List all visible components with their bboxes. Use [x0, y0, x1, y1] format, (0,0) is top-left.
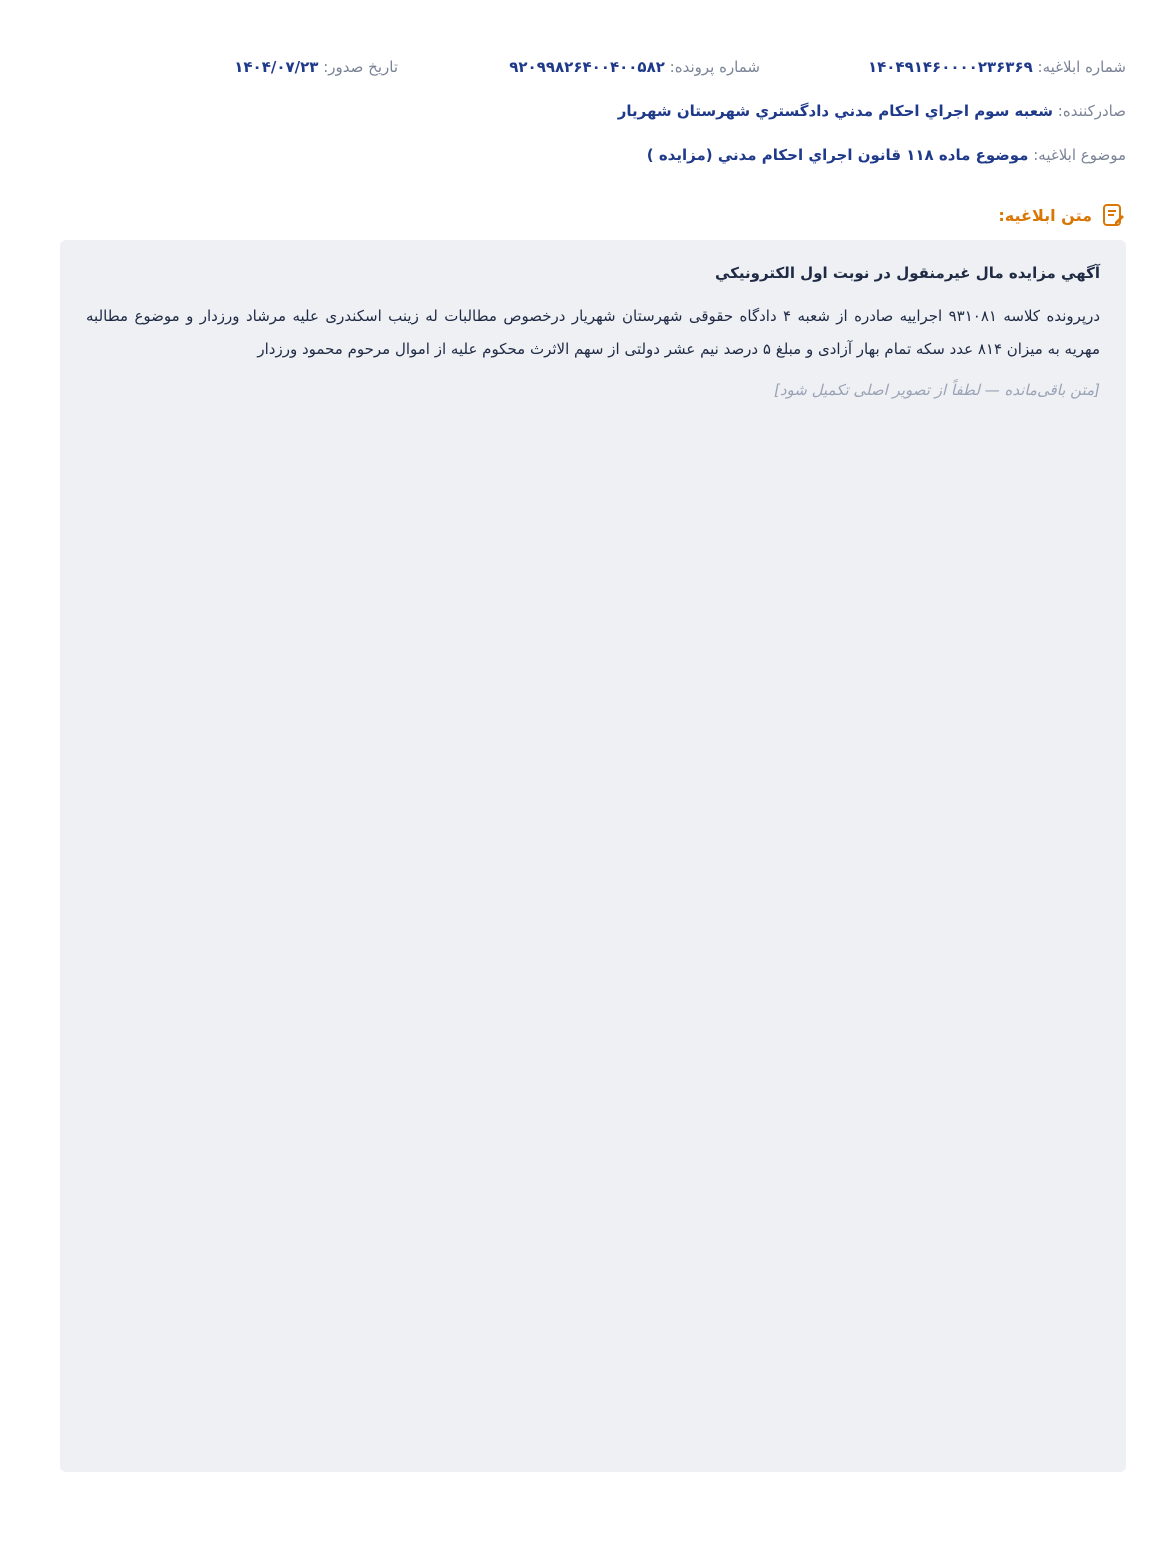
subject-value: موضوع ماده ۱۱۸ قانون اجراي احکام مدني (مزايده ) — [646, 146, 1029, 164]
issuer-line — [618, 102, 1126, 120]
issue-date-field — [234, 58, 398, 76]
document-edit-icon — [1100, 202, 1126, 228]
notice-paragraph: [متن باقی‌مانده — لطفاً از تصویر اصلی تکمیل شود] — [774, 381, 1100, 399]
notice-section-heading — [998, 202, 1126, 228]
notice-paragraph: درپرونده کلاسه ۹۳۱۰۸۱ اجراییه صادره از شعبه ۴ دادگاه حقوقی شهرستان شهریار درخصوص مطالبات له زینب اسکندری علیه مرشاد ورزدار و موضوع مطالبه مهریه به میزان ۸۱۴ عدد سکه تمام بهار آزادی و مبلغ ۵ درصد نیم عشر دولتی از سهم الاثرث محکوم علیه از اموال مرحوم محمود ورزدار — [86, 307, 1101, 358]
issuer-label: صادرکننده: — [1057, 102, 1126, 120]
file-number-value: ۹۲۰۹۹۸۲۶۴۰۰۴۰۰۵۸۲ — [509, 58, 665, 76]
notice-section-title: متن ابلاغيه: — [998, 205, 1092, 225]
notice-number-label: شماره ابلاغیه: — [1037, 58, 1126, 76]
issue-date-value: ۱۴۰۴/۰۷/۲۳ — [234, 58, 319, 76]
notice-body — [60, 240, 1126, 1472]
subject-label: موضوع ابلاغيه: — [1033, 146, 1126, 164]
header-fields — [48, 58, 1126, 82]
issue-date-label: تاریخ صدور: — [323, 58, 398, 76]
notice-number-value: ۱۴۰۴۹۱۴۶۰۰۰۰۲۳۶۳۶۹ — [867, 58, 1033, 76]
issuer-value: شعبه سوم اجراي احکام مدني دادگستري شهرستان شهريار — [617, 102, 1053, 120]
file-number-label: شماره پرونده: — [669, 58, 760, 76]
file-number-field — [509, 58, 760, 76]
notice-number-field — [868, 58, 1126, 76]
notice-title: آگهي مزايده مال غيرمنقول در نوبت اول الکترونيکي — [715, 264, 1100, 282]
subject-line — [647, 146, 1126, 164]
